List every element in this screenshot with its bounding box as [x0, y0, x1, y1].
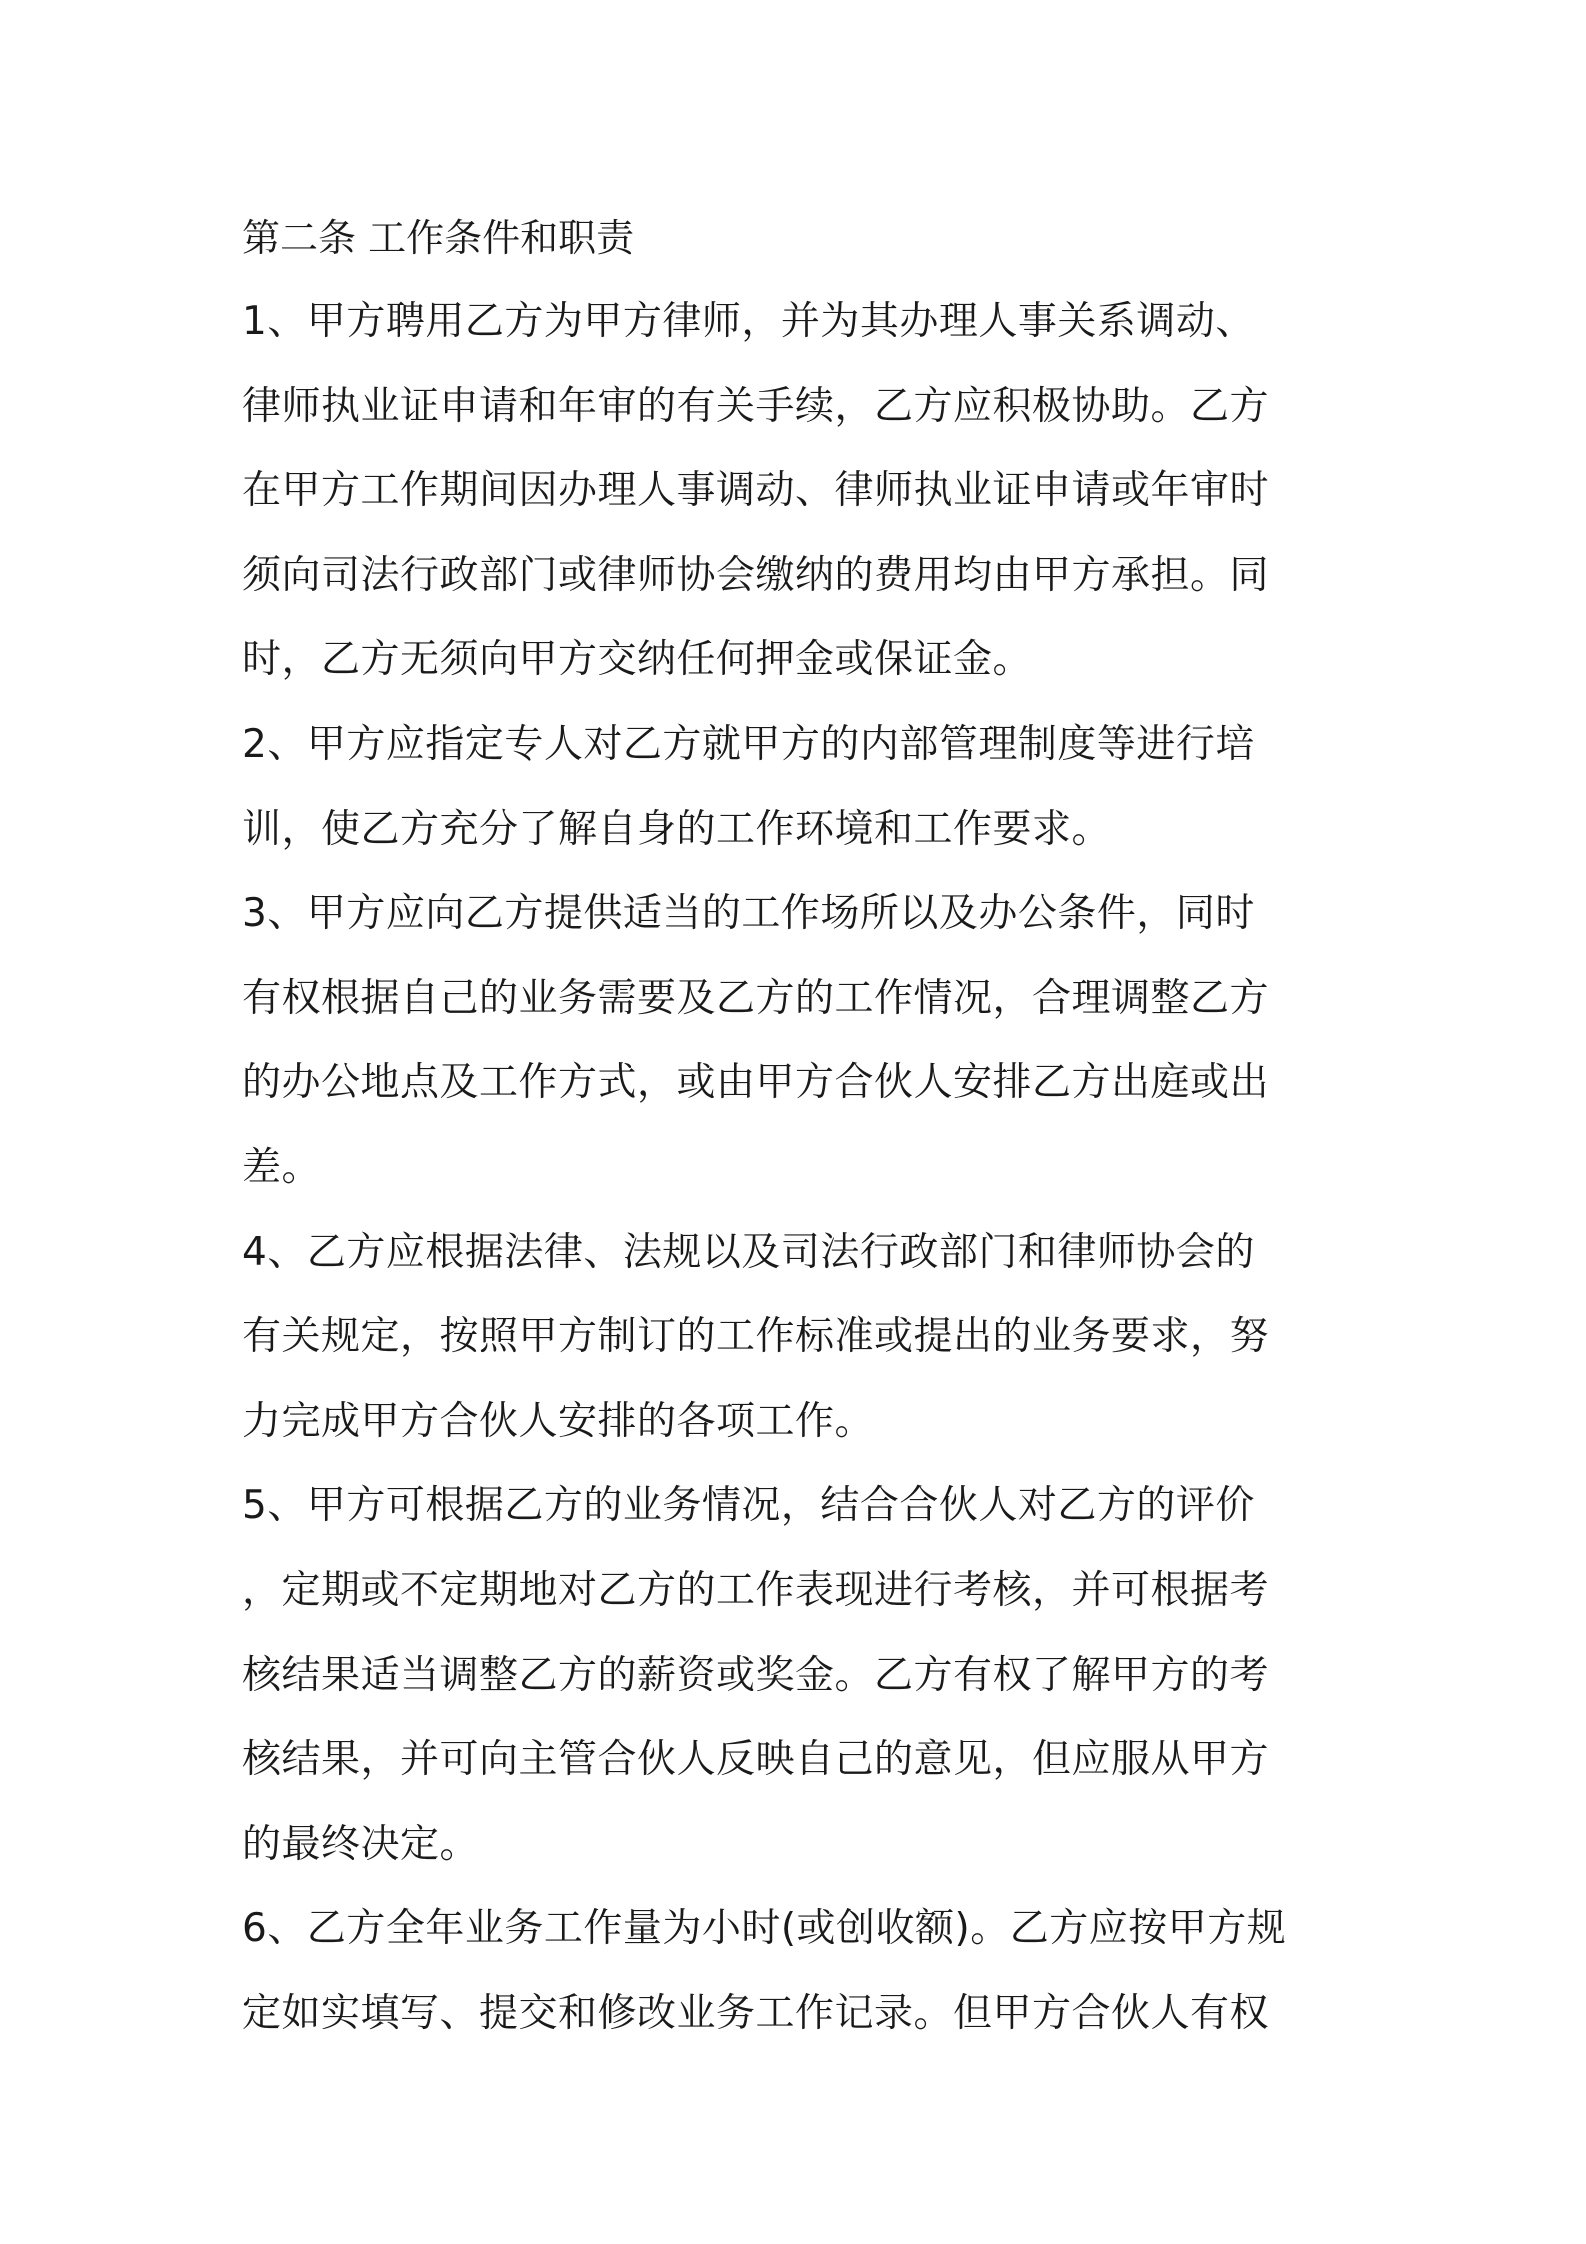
text-line: 有权根据自己的业务需要及乙方的工作情况，合理调整乙方: [242, 975, 1270, 1021]
section-heading: 第二条 工作条件和职责: [242, 216, 635, 260]
text-line: 的办公地点及工作方式，或由甲方合伙人安排乙方出庭或出: [242, 1060, 1270, 1106]
document-body: [242, 196, 1358, 2056]
text-line: 训，使乙方充分了解自身的工作环境和工作要求。: [242, 806, 1112, 852]
text-line: 有关规定，按照甲方制订的工作标准或提出的业务要求，努: [242, 1314, 1270, 1360]
text-line: 须向司法行政部门或律师协会缴纳的费用均由甲方承担。同: [242, 552, 1270, 598]
text-line: 核结果，并可向主管合伙人反映自己的意见，但应服从甲方: [242, 1737, 1270, 1783]
text-line: 力完成甲方合伙人安排的各项工作。: [242, 1398, 875, 1444]
text-line: 1、甲方聘用乙方为甲方律师，并为其办理人事关系调动、: [242, 299, 1255, 344]
text-line: 2、甲方应指定专人对乙方就甲方的内部管理制度等进行培: [242, 721, 1255, 767]
text-line: 6、乙方全年业务工作量为小时(或创收额)。乙方应按甲方规: [242, 1906, 1287, 1952]
text-line: 核结果适当调整乙方的薪资或奖金。乙方有权了解甲方的考: [242, 1652, 1270, 1698]
text-line: 律师执业证申请和年审的有关手续，乙方应积极协助。乙方: [242, 383, 1270, 429]
text-line: 3、甲方应向乙方提供适当的工作场所以及办公条件，同时: [242, 891, 1255, 937]
text-line: 在甲方工作期间因办理人事调动、律师执业证申请或年审时: [242, 468, 1270, 514]
text-line: 时，乙方无须向甲方交纳任何押金或保证金。: [242, 637, 1033, 683]
text-line: 定如实填写、提交和修改业务工作记录。但甲方合伙人有权: [242, 1990, 1270, 2036]
text-line: ，定期或不定期地对乙方的工作表现进行考核，并可根据考: [242, 1567, 1270, 1613]
text-line: 的最终决定。: [242, 1821, 480, 1867]
text-line: 4、乙方应根据法律、法规以及司法行政部门和律师协会的: [242, 1229, 1255, 1275]
text-line: 差。: [242, 1144, 322, 1190]
text-line: 5、甲方可根据乙方的业务情况，结合合伙人对乙方的评价: [242, 1483, 1255, 1529]
